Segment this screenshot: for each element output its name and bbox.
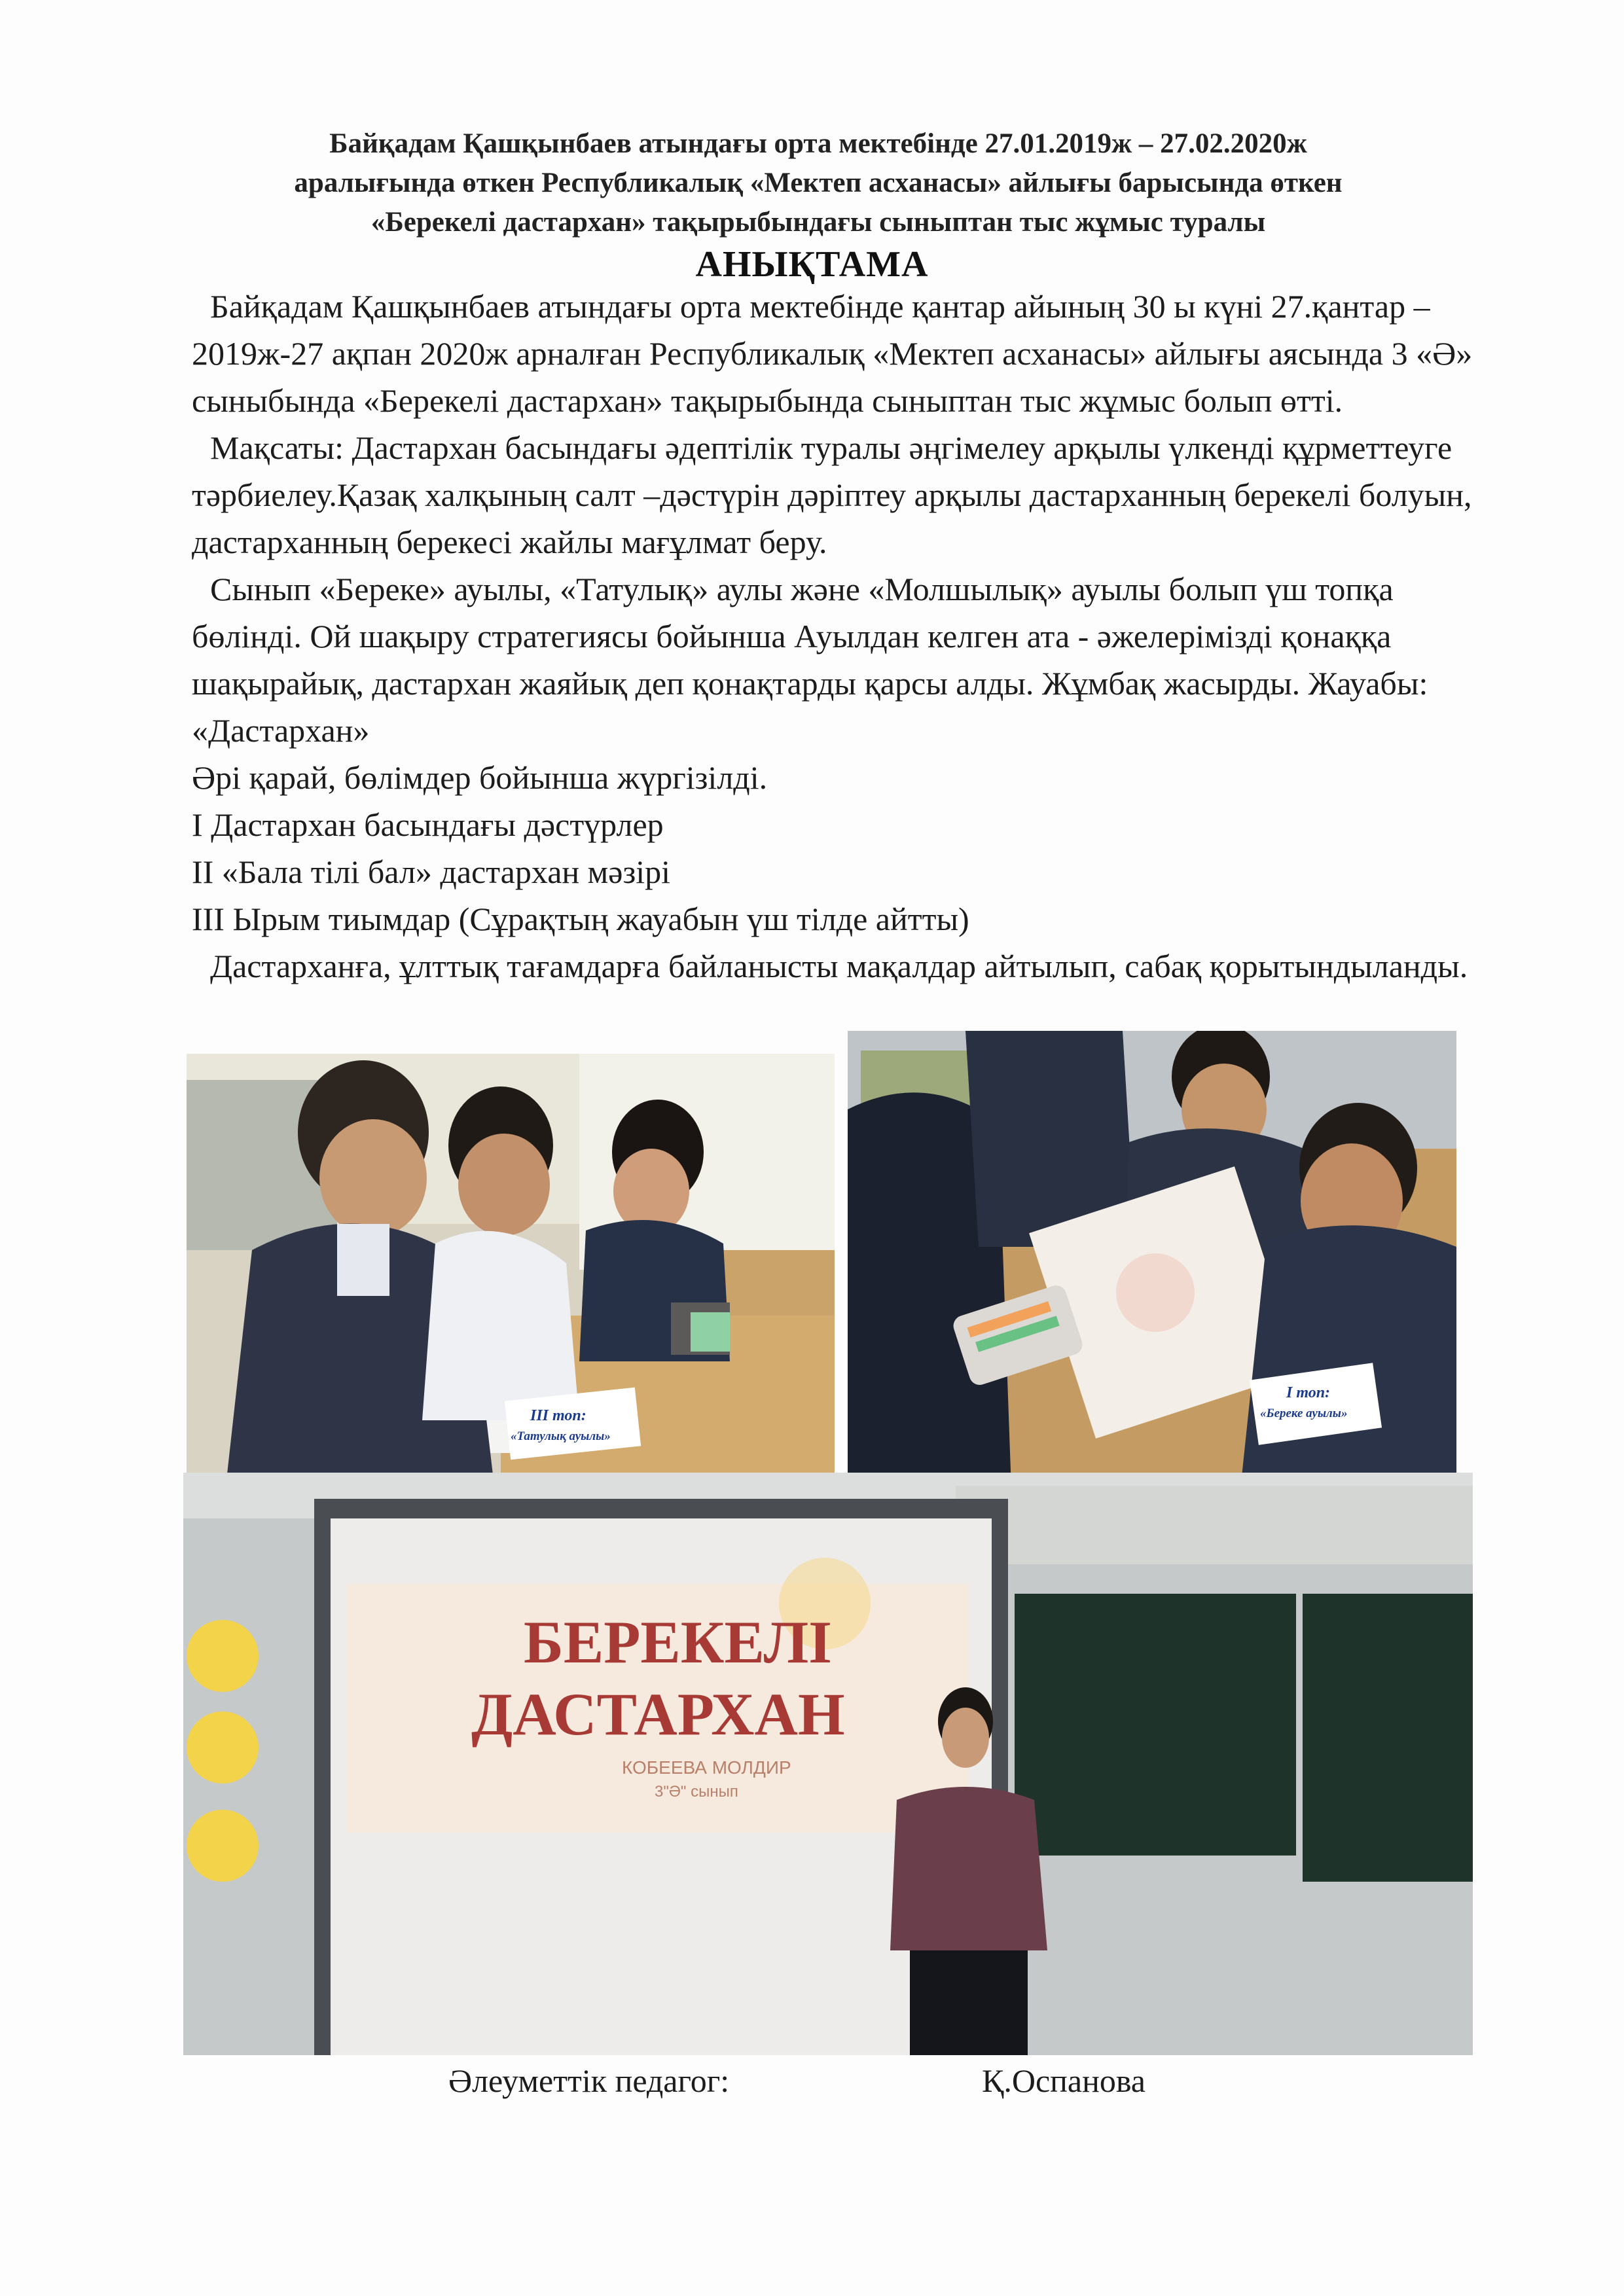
signature-name: Қ.Оспанова [982,2062,1146,2099]
classroom-photo-group-1 [848,1031,1456,1489]
teacher-presentation-photo-image [183,1473,1473,2055]
header-line-3: «Берекелі дастархан» тақырыбындағы сыныптан тыс жұмыс туралы [370,207,1266,238]
body-line-4: Әрі қарай, бөлімдер бойынша жүргізілді. [192,759,768,796]
signature-role: Әлеуметтік педагог: [448,2062,730,2099]
teacher-presentation-photo [183,1473,1473,2055]
body-line-7: ІІІ Ырым тиымдар (Сұрақтың жауабын үш тілде айтты) [192,901,969,937]
header-line-2: аралығында өткен Республикалық «Мектеп асханасы» айлығы барысында өткен [294,168,1343,198]
group-card-line-1: III топ: [530,1407,586,1424]
classroom-photo-group-3 [187,1054,835,1486]
group-card-line-2: «Татулық ауылы» [511,1429,611,1443]
body-line-5: І Дастархан басындағы дәстүрлер [192,806,664,843]
body-paragraph-2: Мақсаты: Дастархан басындағы әдептілік туралы әңгімелеу арқылы үлкенді құрметтеуге тәрбиелеу.Қазақ халқының салт –дәстүрін дәріптеу арқылы дастарханның берекелі болуын, дастарханның берекесі жайлы мағұлмат беру. [192,429,1472,560]
group-card-line-2: «Береке ауылы» [1260,1407,1348,1420]
document-body [192,283,1494,990]
document-header [196,124,1440,242]
body-paragraph-8: Дастарханға, ұлттық тағамдарға байланысты мақалдар айтылып, сабақ қорытындыланды. [210,948,1468,984]
document-title: АНЫҚТАМА [695,244,929,285]
body-paragraph-1: Байқадам Қашқынбаев атындағы орта мектебінде қантар айының 30 ы күні 27.қантар –2019ж-27 ақпан 2020ж арналған Республикалық «Мектеп асханасы» айлығы аясында 3 «Ә» сыныбында «Берекелі дастархан» тақырыбында сыныптан тыс жұмыс болып өтті. [192,288,1473,419]
classroom-photo-group-3-image [187,1054,835,1486]
body-line-6: ІІ «Бала тілі бал» дастархан мәзірі [192,853,671,890]
body-paragraph-3: Сынып «Береке» ауылы, «Татулық» аулы және «Молшылық» ауылы болып үш топқа бөлінді. Ой шақыру стратегиясы бойынша Ауылдан келген ата - әжелерімізді қонаққа шақырайық, дастархан жаяйық деп қонақтарды қарсы алды. Жұмбақ жасырды. Жауабы: «Дастархан» [192,571,1428,749]
slide-title-line-2: ДАСТАРХАН [471,1681,845,1748]
header-line-1: Байқадам Қашқынбаев атындағы орта мектебінде 27.01.2019ж – 27.02.2020ж [329,128,1307,159]
group-card-line-1: I топ: [1286,1384,1331,1401]
classroom-photo-group-1-image [848,1031,1456,1489]
slide-author: КОБЕЕВА МОЛДИР [622,1757,791,1778]
slide-title-line-1: БЕРЕКЕЛІ [524,1609,832,1676]
slide-class: 3"Ә" сынып [655,1783,738,1801]
